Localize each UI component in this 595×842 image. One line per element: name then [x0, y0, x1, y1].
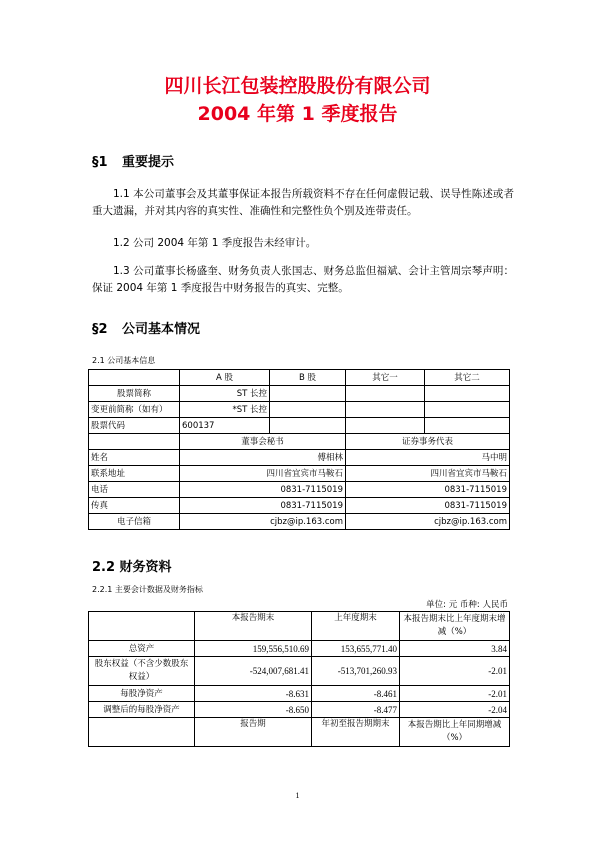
- table-cell: -2.01: [400, 657, 510, 686]
- row-label: 每股净资产: [89, 686, 195, 702]
- section-number: §1: [92, 155, 108, 170]
- table-cell: [89, 370, 180, 386]
- table-cell: [270, 386, 346, 402]
- table-cell: [270, 402, 346, 418]
- table-cell: [89, 434, 180, 450]
- row-label: 股票简称: [89, 386, 180, 402]
- table-cell: 153,655,771.40: [312, 641, 400, 657]
- table-cell: 马中明: [346, 450, 510, 466]
- table-cell: 傅相林: [180, 450, 346, 466]
- company-title: 四川长江包装控股股份有限公司: [164, 75, 431, 97]
- table-header: 其它二: [425, 370, 510, 386]
- table-cell: [89, 612, 195, 641]
- table-cell: -2.01: [400, 686, 510, 702]
- table-row: [89, 514, 510, 530]
- table-cell: [270, 418, 346, 434]
- table-row: [89, 702, 510, 718]
- table-row: [89, 434, 510, 450]
- table-row: [89, 402, 510, 418]
- table-row: [89, 718, 510, 747]
- table-row: [89, 686, 510, 702]
- row-label: 电子信箱: [89, 514, 180, 530]
- table-cell: -8.461: [312, 686, 400, 702]
- table-cell: 0831-7115019: [346, 482, 510, 498]
- table-header: 上年度期末: [312, 612, 400, 641]
- table-cell: -8.477: [312, 702, 400, 718]
- row-label: 电话: [89, 482, 180, 498]
- table-cell: 0831-7115019: [346, 498, 510, 514]
- table-cell: 0831-7115019: [180, 482, 346, 498]
- row-label: 联系地址: [89, 466, 180, 482]
- section-1-heading: [92, 151, 174, 170]
- notice-paragraph-2: 1.2 公司 2004 年第 1 季度报告未经审计。: [113, 237, 317, 249]
- table-cell: [425, 418, 510, 434]
- table-header: 年初至报告期期末: [312, 718, 400, 747]
- table-header: 证券事务代表: [346, 434, 510, 450]
- table-header: 其它一: [346, 370, 425, 386]
- table-cell: 3.84: [400, 641, 510, 657]
- row-label: 股东权益（不含少数股东权益）: [89, 657, 195, 686]
- table-row: [89, 418, 510, 434]
- page-number: 1: [295, 791, 300, 800]
- row-label: 调整后的每股净资产: [89, 702, 195, 718]
- table-header: A 股: [180, 370, 270, 386]
- table-cell: ST 长控: [180, 386, 270, 402]
- table-row: [89, 641, 510, 657]
- section-2-2-heading: 2.2 财务资料: [92, 560, 172, 575]
- financial-data-table: [88, 611, 510, 747]
- table-cell: 0831-7115019: [180, 498, 346, 514]
- table-cell: [425, 386, 510, 402]
- table-row: [89, 612, 510, 641]
- table-cell: 600137: [180, 418, 270, 434]
- table-cell: *ST 长控: [180, 402, 270, 418]
- table-cell: [346, 402, 425, 418]
- table-header: 报告期: [195, 718, 312, 747]
- report-title: 2004 年第 1 季度报告: [197, 103, 398, 125]
- table-cell: -513,701,260.93: [312, 657, 400, 686]
- table-caption-2-2-1: 2.2.1 主要会计数据及财务指标: [92, 585, 203, 594]
- unit-note: 单位: 元 币种: 人民币: [426, 600, 508, 610]
- table-header: 本报告期比上年同期增减（%）: [400, 718, 510, 747]
- row-label: 总资产: [89, 641, 195, 657]
- table-header: B 股: [270, 370, 346, 386]
- table-row: [89, 370, 510, 386]
- row-label: 变更前简称（如有）: [89, 402, 180, 418]
- table-cell: [346, 386, 425, 402]
- table-cell: 四川省宜宾市马鞍石: [346, 466, 510, 482]
- table-cell: -2.04: [400, 702, 510, 718]
- table-cell: [346, 418, 425, 434]
- notice-paragraph-1: 1.1 本公司董事会及其董事保证本报告所载资料不存在任何虚假记载、误导性陈述或者重大遗漏，并对其内容的真实性、准确性和完整性负个别及连带责任。: [92, 188, 514, 217]
- row-label: 姓名: [89, 450, 180, 466]
- section-title: 重要提示: [122, 155, 175, 170]
- section-title: 公司基本情况: [122, 322, 201, 337]
- table-cell: -524,007,681.41: [195, 657, 312, 686]
- table-cell: 四川省宜宾市马鞍石: [180, 466, 346, 482]
- table-caption-2-1: 2.1 公司基本信息: [92, 356, 156, 365]
- email-link[interactable]: cjbz@ip.163.com: [180, 514, 346, 530]
- row-label: 股票代码: [89, 418, 180, 434]
- table-cell: 159,556,510.69: [195, 641, 312, 657]
- table-cell: -8.650: [195, 702, 312, 718]
- table-row: [89, 466, 510, 482]
- table-row: [89, 498, 510, 514]
- row-label: 传真: [89, 498, 180, 514]
- table-row: [89, 386, 510, 402]
- email-link[interactable]: cjbz@ip.163.com: [346, 514, 510, 530]
- table-cell: [425, 402, 510, 418]
- table-header: 本报告期末: [195, 612, 312, 641]
- company-info-table: [88, 369, 510, 530]
- section-number: §2: [92, 322, 108, 337]
- notice-paragraph-3: 1.3 公司董事长杨盛奎、财务负责人张国志、财务总监但福斌、会计主管周宗琴声明：保证 2004 年第 1 季度报告中财务报告的真实、完整。: [92, 265, 514, 294]
- table-row: [89, 657, 510, 686]
- table-row: [89, 450, 510, 466]
- table-header: 本报告期末比上年度期末增减（%）: [400, 612, 510, 641]
- table-cell: -8.631: [195, 686, 312, 702]
- table-row: [89, 482, 510, 498]
- table-cell: [89, 718, 195, 747]
- table-header: 董事会秘书: [180, 434, 346, 450]
- section-2-heading: [92, 318, 200, 337]
